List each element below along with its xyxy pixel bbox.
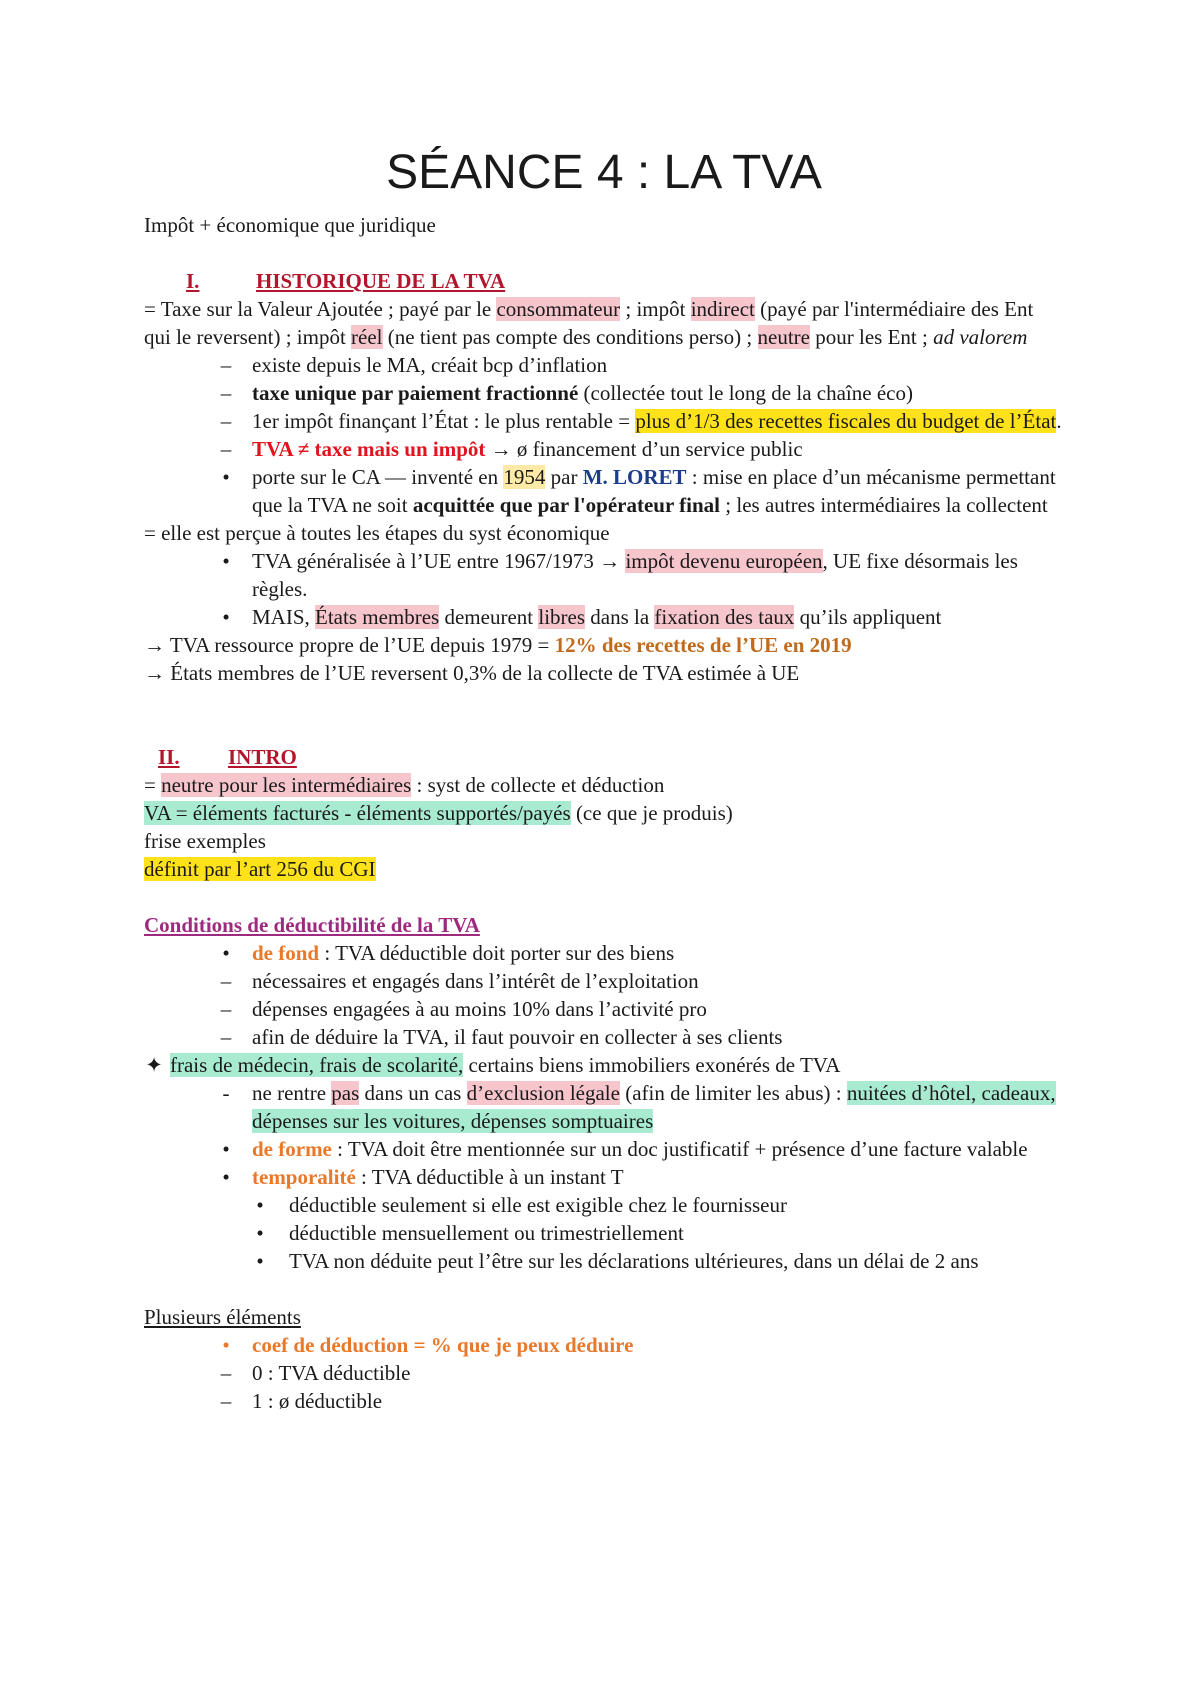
- list-item: – dépenses engagées à au moins 10% dans l’activité pro: [144, 995, 1064, 1023]
- list-item: – taxe unique par paiement fractionné (collectée tout le long de la chaîne éco): [144, 379, 1064, 407]
- section-heading-intro: [144, 743, 1064, 771]
- section-title: INTRO: [228, 745, 297, 769]
- list-item: • coef de déduction = % que je peux déduire: [144, 1331, 1064, 1359]
- list-item: • déductible mensuellement ou trimestriellement: [144, 1219, 1064, 1247]
- document-body: [144, 145, 1064, 1415]
- dash-bullet: –: [220, 1389, 232, 1413]
- section-number: I.: [186, 269, 200, 293]
- intro-line: définit par l’art 256 du CGI: [144, 857, 376, 881]
- list-item: • MAIS, États membres demeurent libres dans la fixation des taux qu’ils appliquent: [144, 603, 1064, 631]
- round-bullet: •: [222, 549, 230, 573]
- historique-intro: = Taxe sur la Valeur Ajoutée ; payé par le consommateur ; impôt indirect (payé par l'intermédiaire des Ent qui le reversent) ; impôt réel (ne tient pas compte des conditions perso) ; neutre pour les Ent ; ad valorem: [144, 297, 1034, 349]
- list-item: – 1 : ø déductible: [144, 1387, 1064, 1415]
- list-item: – 1er impôt finançant l’État : le plus rentable = plus d’1/3 des recettes fiscales du budget de l’État.: [144, 407, 1064, 435]
- dash-bullet: –: [220, 1361, 232, 1385]
- dash-bullet: –: [220, 997, 232, 1021]
- conditions-heading: Conditions de déductibilité de la TVA: [144, 913, 480, 937]
- dash-bullet: –: [220, 409, 232, 433]
- round-bullet: •: [222, 1333, 230, 1357]
- list-item: – 0 : TVA déductible: [144, 1359, 1064, 1387]
- round-bullet: •: [256, 1249, 264, 1273]
- dash-bullet: –: [220, 353, 232, 377]
- dash-bullet: -: [222, 1081, 230, 1105]
- round-bullet: •: [222, 1165, 230, 1189]
- list-item: • TVA généralisée à l’UE entre 1967/1973 → impôt devenu européen, UE fixe désormais les règles.: [144, 547, 1064, 603]
- page-title: SÉANCE 4 : LA TVA: [386, 146, 822, 199]
- list-item: • de fond : TVA déductible doit porter sur des biens: [144, 939, 1064, 967]
- intro-line: frise exemples: [144, 829, 266, 853]
- list-item: • temporalité : TVA déductible à un instant T: [144, 1163, 1064, 1191]
- round-bullet: •: [222, 605, 230, 629]
- round-bullet: •: [222, 465, 230, 489]
- round-bullet: •: [222, 941, 230, 965]
- list-item: – TVA ≠ taxe mais un impôt → ø financement d’un service public: [144, 435, 1064, 463]
- list-item: • TVA non déduite peut l’être sur les déclarations ultérieures, dans un délai de 2 ans: [144, 1247, 1064, 1275]
- list-item: – existe depuis le MA, créait bcp d’inflation: [144, 351, 1064, 379]
- subtitle: Impôt + économique que juridique: [144, 213, 436, 237]
- ressource-line: → TVA ressource propre de l’UE depuis 1979 = 12% des recettes de l’UE en 2019: [144, 633, 852, 657]
- section-number: II.: [158, 745, 180, 769]
- dash-bullet: –: [220, 437, 232, 461]
- list-item: - ne rentre pas dans un cas d’exclusion légale (afin de limiter les abus) : nuitées d’hôtel, cadeaux, dépenses sur les voitures, dépenses somptuaires: [144, 1079, 1064, 1135]
- dash-bullet: –: [220, 1025, 232, 1049]
- reversement-line: → États membres de l’UE reversent 0,3% de la collecte de TVA estimée à UE: [144, 661, 800, 685]
- dash-bullet: –: [220, 969, 232, 993]
- star-icon: ✦: [145, 1053, 163, 1077]
- intro-line: = neutre pour les intermédiaires : syst de collecte et déduction: [144, 773, 665, 797]
- list-item: – afin de déduire la TVA, il faut pouvoir en collecter à ses clients: [144, 1023, 1064, 1051]
- round-bullet: •: [222, 1137, 230, 1161]
- list-item: – nécessaires et engagés dans l’intérêt de l’exploitation: [144, 967, 1064, 995]
- intro-line: VA = éléments facturés - éléments supportés/payés (ce que je produis): [144, 801, 733, 825]
- plusieurs-heading: Plusieurs éléments: [144, 1305, 301, 1329]
- perception-line: = elle est perçue à toutes les étapes du syst économique: [144, 521, 610, 545]
- round-bullet: •: [256, 1193, 264, 1217]
- list-item: • déductible seulement si elle est exigible chez le fournisseur: [144, 1191, 1064, 1219]
- dash-bullet: –: [220, 381, 232, 405]
- section-title: HISTORIQUE DE LA TVA: [256, 269, 506, 293]
- list-item: • de forme : TVA doit être mentionnée sur un doc justificatif + présence d’une facture valable: [144, 1135, 1064, 1163]
- list-item: • porte sur le CA — inventé en 1954 par M. LORET : mise en place d’un mécanisme permettant que la TVA ne soit acquittée que par l'opérateur final ; les autres intermédiaires la collectent: [144, 463, 1064, 519]
- section-heading-historique: [144, 267, 1064, 295]
- list-item: ✦ frais de médecin, frais de scolarité, certains biens immobiliers exonérés de TVA: [145, 1053, 841, 1077]
- round-bullet: •: [256, 1221, 264, 1245]
